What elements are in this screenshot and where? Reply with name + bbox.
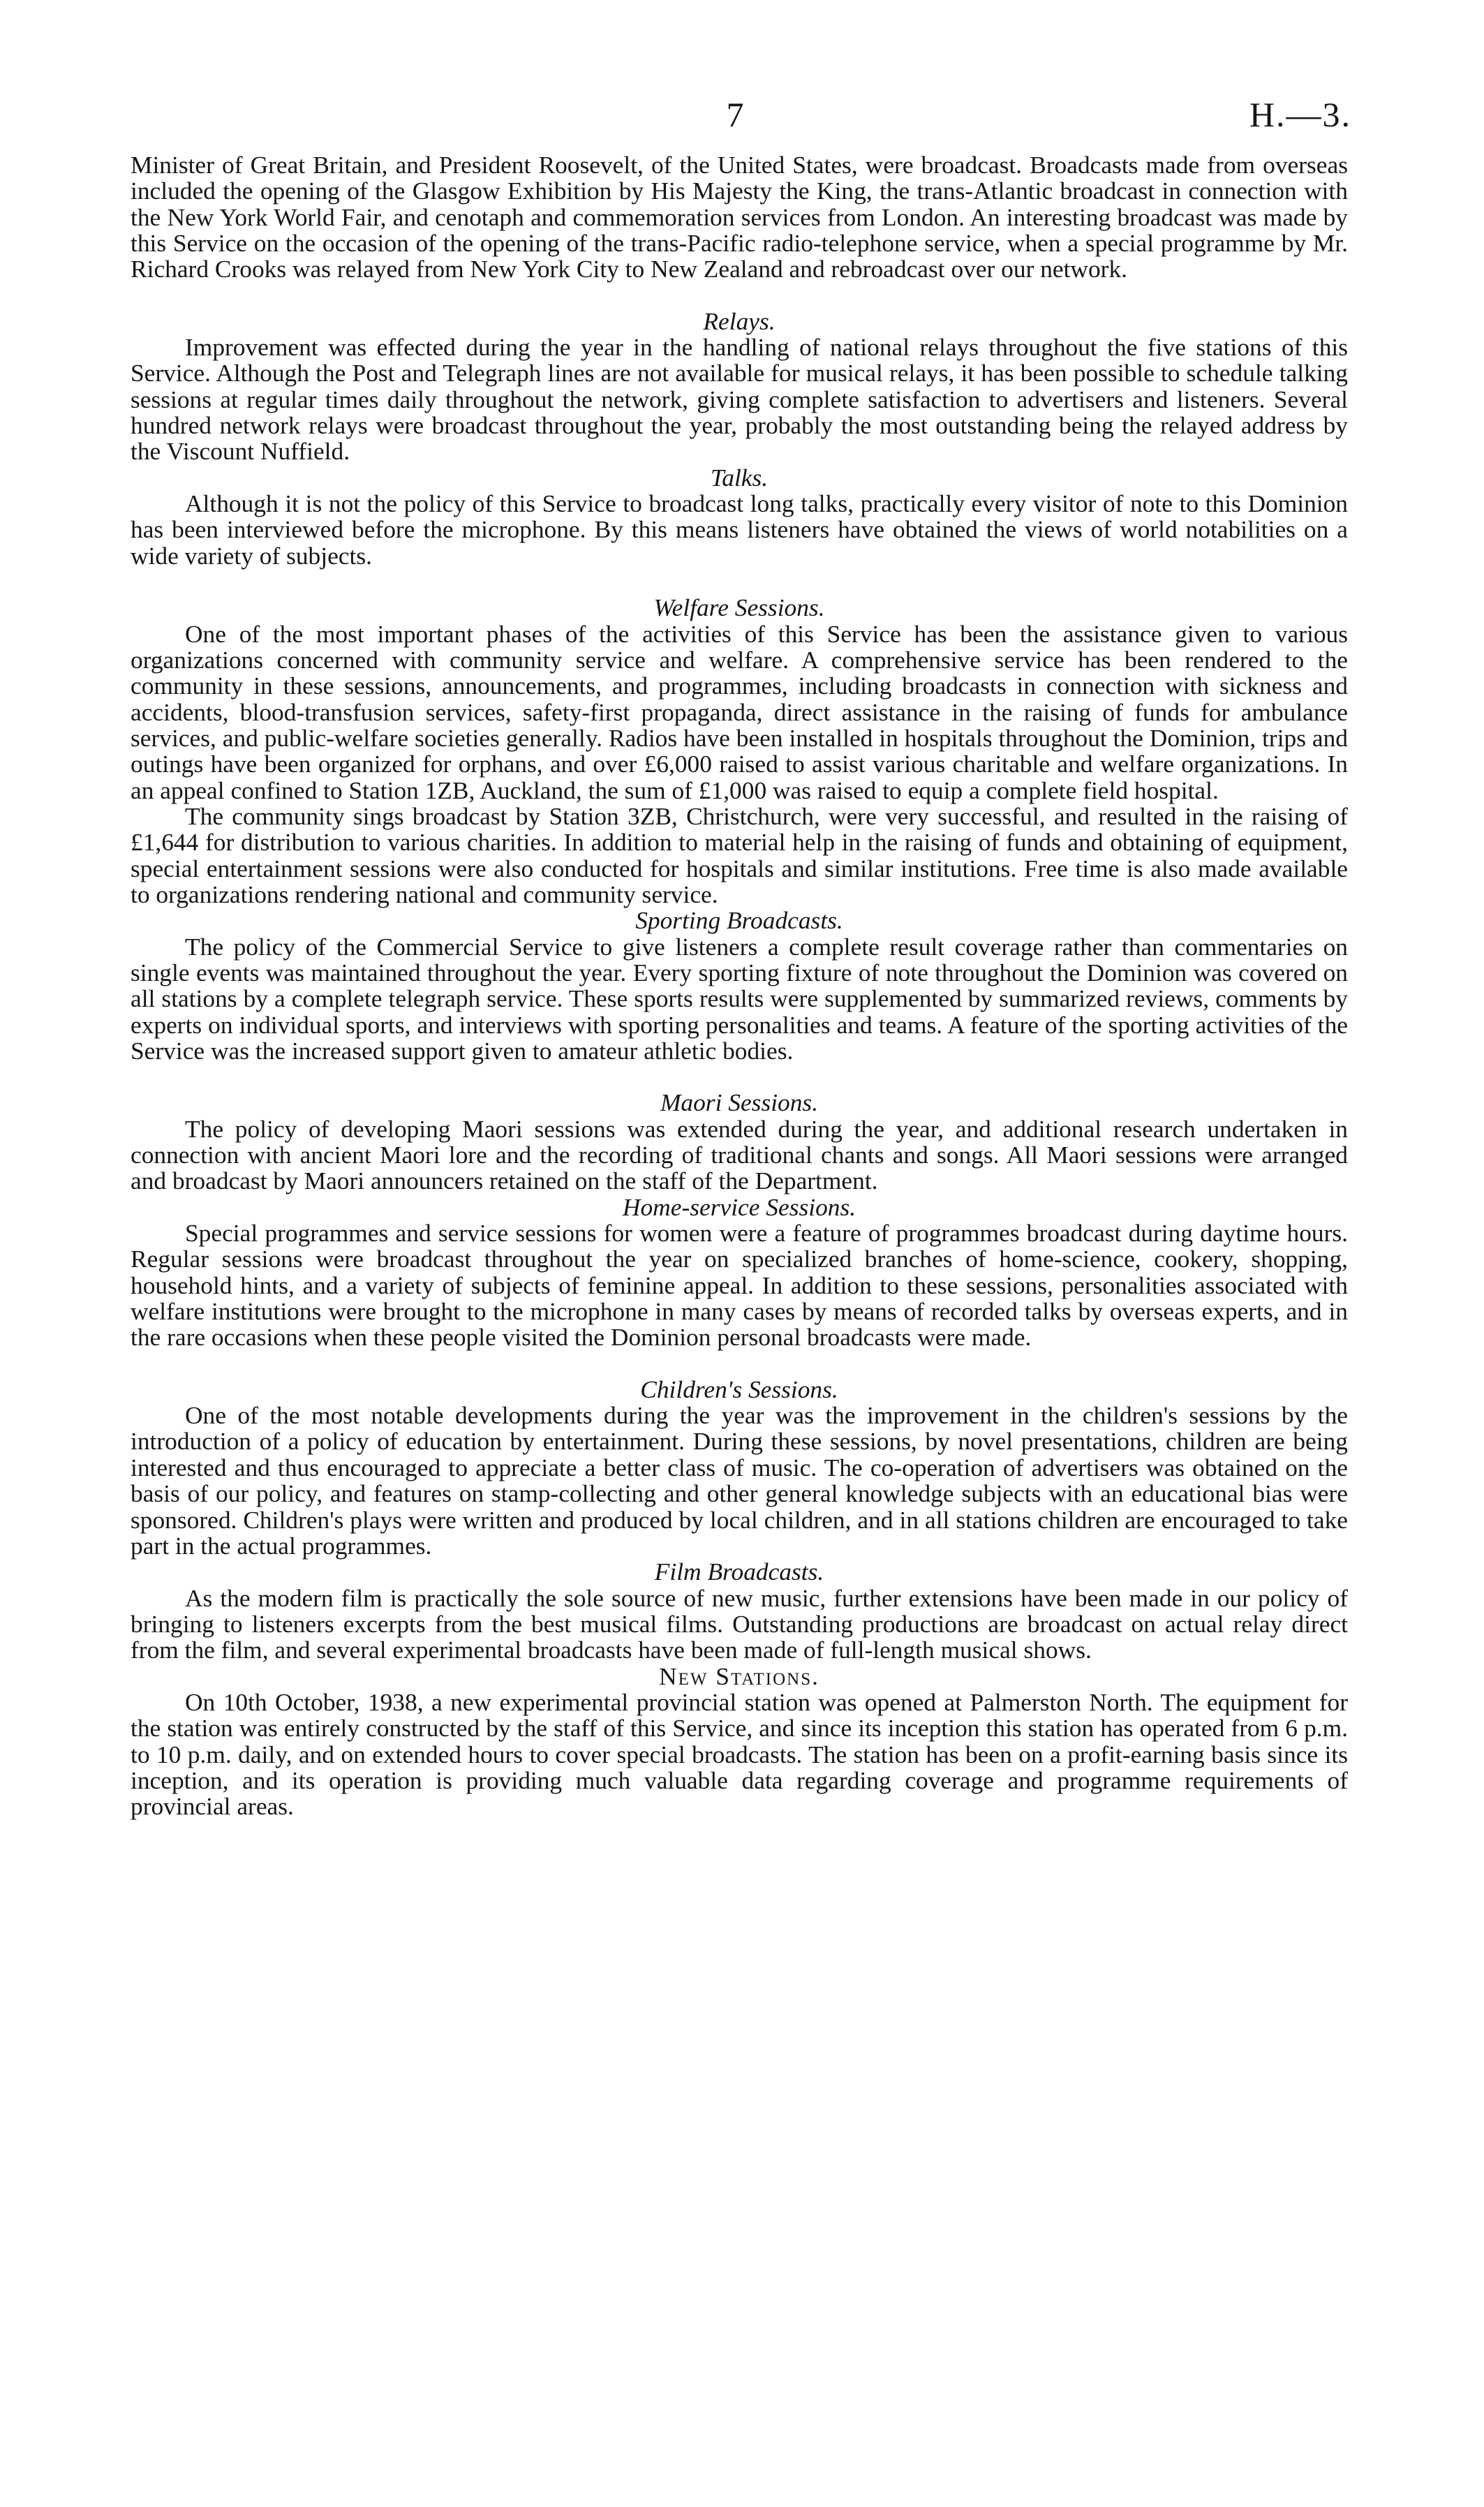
page-number: 7 xyxy=(726,95,744,134)
paragraph-maori: The policy of developing Maori sessions was extended during the year, and additional research undertaken in connection with ancient Maori lore and the recording of traditional chants and songs. All Maori sessions were arranged and broadcast by Maori announcers retained on the staff of the Department. xyxy=(131,1114,1348,1195)
document-reference: H.—3. xyxy=(1249,95,1351,134)
paragraph-film: As the modern film is practically the sole source of new music, further extensions have been made in our policy of bringing to listeners excerpts from the best musical films. Outstanding productions are broadcast on actual relay direct from the film, and several experimental broadcasts have been made of full-length musical shows. xyxy=(131,1583,1348,1664)
section-heading-relays: Relays. xyxy=(703,306,776,335)
paragraph-new-stations: On 10th October, 1938, a new experimental provincial station was opened at Palmerston North. The equipment for the station was entirely constructed by the staff of this Service, and since its inception this station has operated from 6 p.m. to 10 p.m. daily, and on extended hours to cover special broadcasts. The station has been on a profit-earning basis since its inception, and its operation is providing much valuable data regarding coverage and programme requirements of provincial areas. xyxy=(131,1687,1348,1821)
paragraph-welfare-1: One of the most important phases of the activities of this Service has been the assistance given to various organizations concerned with community service and welfare. A comprehensive service has been rendered to the community in these sessions, announcements, and programmes, including broadcasts in connection with sickness and accidents, blood-transfusion services, safety-first propaganda, direct assistance in the raising of funds for ambulance services, and public-welfare societies generally. Radios have been installed in hospitals throughout the Dominion, trips and outings have been organized for orphans, and over £6,000 raised to assist various charitable and welfare organizations. In an appeal confined to Station 1ZB, Auckland, the sum of £1,000 was raised to equip a complete field hospital. xyxy=(131,619,1348,804)
paragraph-welfare-2: The community sings broadcast by Station 3ZB, Christchurch, were very successful, and resulted in the raising of £1,644 for distribution to various charities. In addition to material help in the raising of funds and obtaining of equipment, special entertainment sessions were also conducted for hospitals and similar institutions. Free time is also made available to organizations rendering national and community service. xyxy=(131,801,1348,908)
paragraph-home-service: Special programmes and service sessions for women were a feature of programmes broadcast during daytime hours. Regular sessions were broadcast throughout the year on specialized branches of home-science, cookery, shopping, household hints, and a variety of subjects of feminine appeal. In addition to these sessions, personalities associated with welfare institutions were brought to the microphone in many cases by means of recorded talks by overseas experts, and in the rare occasions when these people visited the Dominion personal broadcasts were made. xyxy=(131,1219,1348,1352)
section-heading-sporting: Sporting Broadcasts. xyxy=(635,906,843,935)
section-heading-talks: Talks. xyxy=(710,463,769,491)
paragraph-childrens: One of the most notable developments during the year was the improvement in the children's sessions by the introduction of a policy of education by entertainment. During these sessions, by novel presentations, children are being interested and thus encouraged to appreciate a better class of music. The co-operation of advertisers was obtained on the basis of our policy, and features on stamp-collecting and other general knowledge subjects with an educational bias were sponsored. Children's plays were written and produced by local children, and in all stations children are encouraged to take part in the actual programmes. xyxy=(131,1401,1348,1560)
body-text xyxy=(131,152,1348,1820)
section-heading-childrens: Children's Sessions. xyxy=(640,1375,838,1403)
paragraph-sporting: The policy of the Commercial Service to give listeners a complete result coverage rather than commentaries on single events was maintained throughout the year. Every sporting fixture of note throughout the Dominion was covered on all stations by a complete telegraph service. These sports results were supplemented by summarized reviews, comments by experts on individual sports, and interviews with sporting personalities and teams. A feature of the sporting activities of the Service was the increased support given to amateur athletic bodies. xyxy=(131,932,1348,1065)
section-heading-film: Film Broadcasts. xyxy=(654,1558,824,1586)
section-heading-maori: Maori Sessions. xyxy=(660,1088,819,1117)
section-heading-home-service: Home-service Sessions. xyxy=(622,1192,856,1221)
paragraph-relays: Improvement was effected during the year in the handling of national relays throughout the five stations of this Service. Although the Post and Telegraph lines are not available for musical relays, it has been possible to schedule talking sessions at regular times daily throughout the network, giving complete satisfaction to advertisers and listeners. Several hundred network relays were broadcast throughout the year, probably the most outstanding being the relayed address by the Viscount Nuffield. xyxy=(131,333,1348,466)
section-heading-welfare: Welfare Sessions. xyxy=(653,593,825,622)
continued-paragraph: Minister of Great Britain, and President Roosevelt, of the United States, were broadcast. Broadcasts made from overseas included the opening of the Glasgow Exhibition by His Majesty the King, the trans-Atlantic broadcast in connection with the New York World Fair, and cenotaph and commemoration services from London. An interesting broadcast was made by this Service on the occasion of the opening of the trans-Pacific radio-telephone service, when a special programme by Mr. Richard Crooks was relayed from New York City to New Zealand and rebroadcast over our network. xyxy=(131,151,1348,283)
section-heading-new-stations: New Stations. xyxy=(659,1662,819,1690)
paragraph-talks: Although it is not the policy of this Service to broadcast long talks, practically every visitor of note to this Dominion has been interviewed before the microphone. By this means listeners have obtained the views of world notabilities on a wide variety of subjects. xyxy=(131,489,1348,570)
